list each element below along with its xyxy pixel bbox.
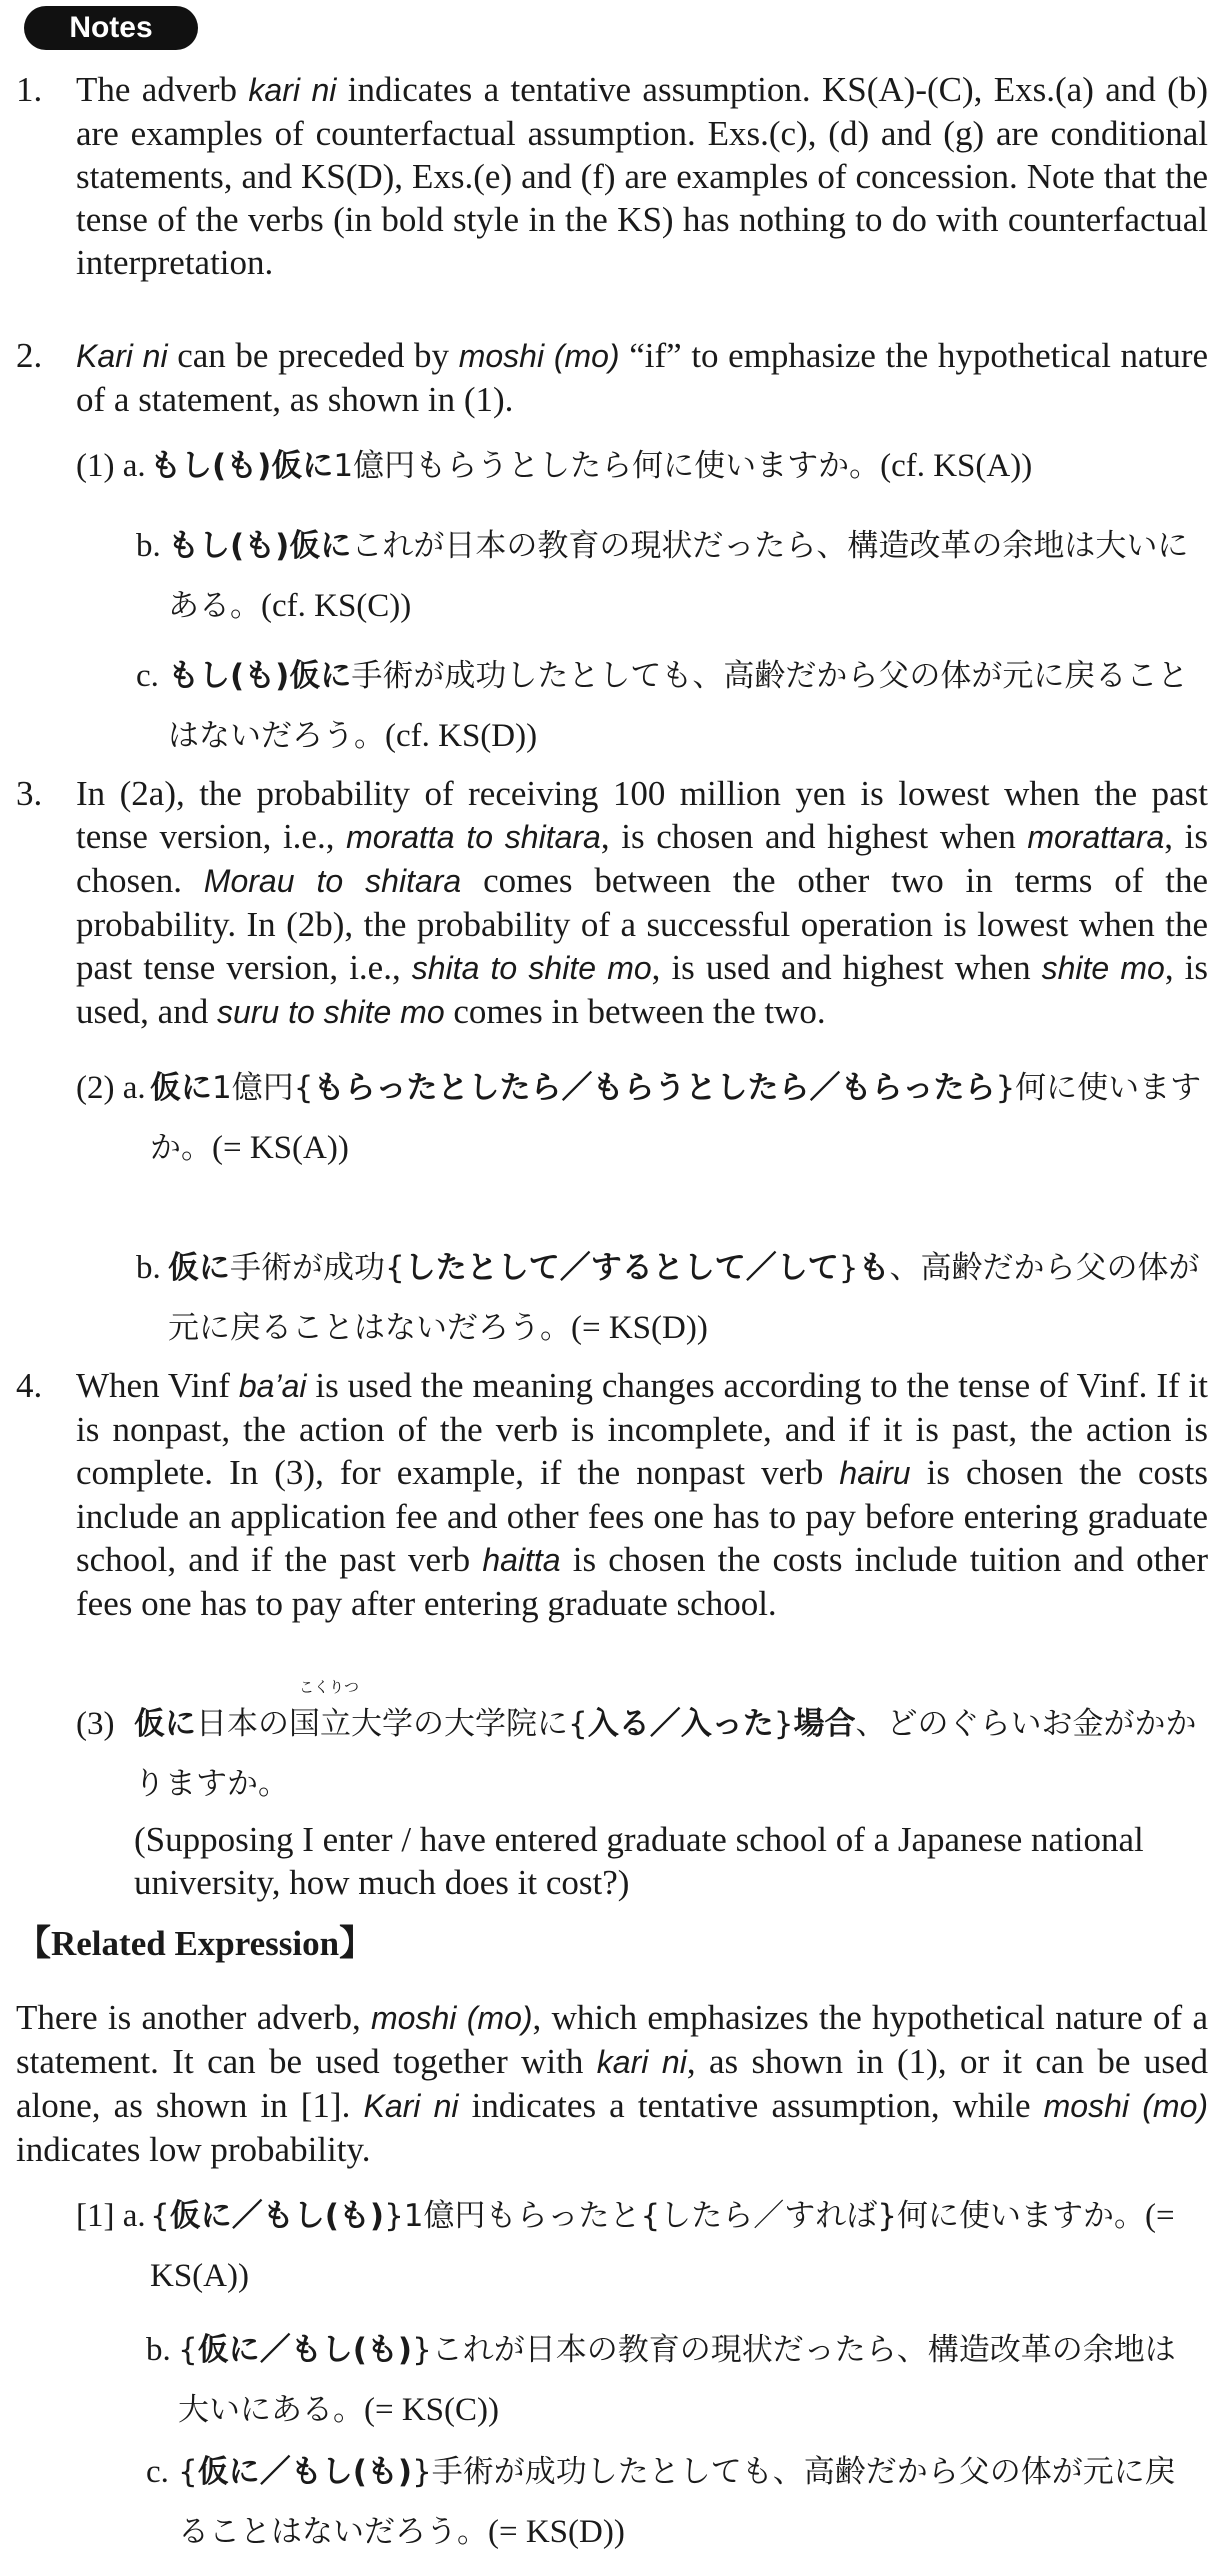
romaji-term: shita to shite mo	[411, 950, 652, 986]
romaji-term: shite mo	[1041, 950, 1165, 986]
example-sentence	[134, 1694, 1206, 1814]
example-sentence	[150, 1058, 1206, 1178]
note-2	[16, 334, 1208, 421]
example-sentence	[150, 436, 1206, 496]
japanese-text: もし(も)仮に手術が成功したとしても、高齢だから父の体が元に戻ることはないだろう。	[168, 658, 1189, 754]
example-label: b.	[136, 1250, 161, 1286]
english-translation: (Supposing I enter / have entered graduate school of a Japanese national university, how much does it cost?)	[134, 1820, 1144, 1902]
note-text: The adverb kari ni indicates a tentative assumption. KS(A)-(C), Exs.(a) and (b) are examples of counterfactual assumption. Exs.(c), (d) and (g) are conditional statements, and KS(D), Exs.(e) and (f) are examples of concession. Note that the tense of the verbs (in bold style in the KS) has nothing to do with counterfactual interpretation.	[76, 70, 1208, 282]
key-sentence-reference: (cf. KS(C))	[261, 588, 412, 624]
related-example-1a	[76, 2186, 1206, 2306]
example-1c	[136, 646, 1206, 766]
japanese-text: もし(も)仮に1億円もらうとしたら何に使いますか。	[150, 448, 881, 484]
example-sentence	[168, 646, 1206, 766]
romaji-term: ba’ai	[238, 1368, 307, 1404]
example-label: [1] a.	[76, 2198, 146, 2234]
romaji-term: Morau to shitara	[203, 863, 462, 899]
note-3	[16, 772, 1208, 1034]
key-sentence-reference: (= KS(C))	[364, 2392, 500, 2428]
key-sentence-reference: (cf. KS(A))	[880, 448, 1033, 484]
example-label: c.	[136, 658, 159, 694]
romaji-term: hairu	[839, 1455, 911, 1491]
japanese-text: {仮に／もし(も)}手術が成功したとしても、高齢だから父の体が元に戻ることはないだろう。	[178, 2454, 1176, 2550]
key-sentence-reference: (= KS(A))	[150, 2198, 1175, 2294]
note-text: When Vinf ba’ai is used the meaning changes according to the tense of Vinf. If it is nonpast, the action of the verb is incomplete, and if it is past, the action is complete. In (3), for example, if the nonpast verb hairu is chosen the costs include an application fee and other fees one has to pay before entering graduate school, and if the past verb haitta is chosen the costs include tuition and other fees one has to pay after entering graduate school.	[76, 1366, 1209, 1623]
example-label: b.	[136, 528, 161, 564]
related-expression-text: There is another adverb, moshi (mo), which emphasizes the hypothetical nature of a statement. It can be used together with kari ni, as shown in (1), or it can be used alone, as shown in [1]. Kari ni indicates a tentative assumption, while moshi (mo) indicates low probability.	[16, 1998, 1209, 2169]
example-1a	[76, 436, 1206, 496]
japanese-text: 仮に1億円{もらったとしたら／もらうとしたら／もらったら}何に使いますか。	[150, 1070, 1202, 1166]
example-label: (2) a.	[76, 1070, 146, 1106]
note-number: 2.	[16, 336, 43, 375]
related-example-1b	[146, 2320, 1206, 2440]
example-2b	[136, 1238, 1206, 1358]
japanese-text: もし(も)仮にこれが日本の教育の現状だったら、構造改革の余地は大いにある。	[168, 528, 1189, 624]
romaji-term: kari ni	[248, 72, 337, 108]
related-example-1c	[146, 2442, 1206, 2562]
example-label: (3)	[76, 1706, 115, 1742]
romaji-term: haitta	[482, 1542, 561, 1578]
romaji-term: Kari ni	[363, 2088, 459, 2124]
romaji-term: morattara	[1027, 819, 1165, 855]
japanese-text: 仮に手術が成功{したとして／するとして／して}も、高齢だから父の体が元に戻ることはないだろう。	[168, 1250, 1200, 1346]
romaji-term: moshi (mo)	[458, 338, 620, 374]
romaji-term: kari ni	[596, 2044, 687, 2080]
example-sentence	[168, 516, 1206, 636]
example-sentence	[168, 1238, 1206, 1358]
japanese-text: {仮に／もし(も)}これが日本の教育の現状だったら、構造改革の余地は大いにある。	[178, 2332, 1176, 2428]
romaji-term: moshi (mo)	[371, 2000, 533, 2036]
japanese-text: {仮に／もし(も)}1億円もらったと{したら／すれば}何に使いますか。	[150, 2198, 1145, 2234]
japanese-text: 仮に日本の国立大学の大学院に{入る／入った}場合、どのぐらいお金がかかりますか。	[134, 1706, 1197, 1802]
key-sentence-reference: (= KS(D))	[571, 1310, 708, 1346]
example-sentence	[150, 2186, 1206, 2306]
romaji-term: suru to shite mo	[216, 994, 445, 1030]
key-sentence-reference: (= KS(A))	[212, 1130, 349, 1166]
key-sentence-reference: (cf. KS(D))	[385, 718, 538, 754]
romaji-term: moratta to shitara	[346, 819, 601, 855]
example-label: c.	[146, 2454, 169, 2490]
example-sentence	[178, 2320, 1206, 2440]
note-number: 1.	[16, 70, 43, 109]
note-text: Kari ni can be preceded by moshi (mo) “if” to emphasize the hypothetical nature of a statement, as shown in (1).	[76, 336, 1209, 419]
note-text: In (2a), the probability of receiving 100 million yen is lowest when the past tense version, i.e., moratta to shitara, is chosen and highest when morattara, is chosen. Morau to shitara comes between the other two in terms of the probability. In (2b), the probability of a successful operation is lowest when the past tense version, i.e., shita to shite mo, is used and highest when shite mo, is used, and suru to shite mo comes in between the two.	[76, 774, 1208, 1031]
related-expression-heading: 【Related Expression】	[16, 1924, 375, 1963]
example-label: b.	[146, 2332, 171, 2368]
romaji-term: Kari ni	[76, 338, 168, 374]
note-4	[16, 1364, 1208, 1625]
example-1b	[136, 516, 1206, 636]
example-label: (1) a.	[76, 448, 146, 484]
note-number: 4.	[16, 1366, 43, 1405]
notes-badge: Notes	[24, 6, 198, 50]
key-sentence-reference: (= KS(D))	[488, 2514, 625, 2550]
ruby-kokuritsu: こくりつ	[299, 1678, 360, 1696]
example-sentence	[178, 2442, 1206, 2562]
example-2a	[76, 1058, 1206, 1178]
note-number: 3.	[16, 774, 43, 813]
romaji-term: moshi (mo)	[1043, 2088, 1209, 2124]
example-3	[76, 1694, 1206, 1904]
note-1	[16, 68, 1208, 284]
